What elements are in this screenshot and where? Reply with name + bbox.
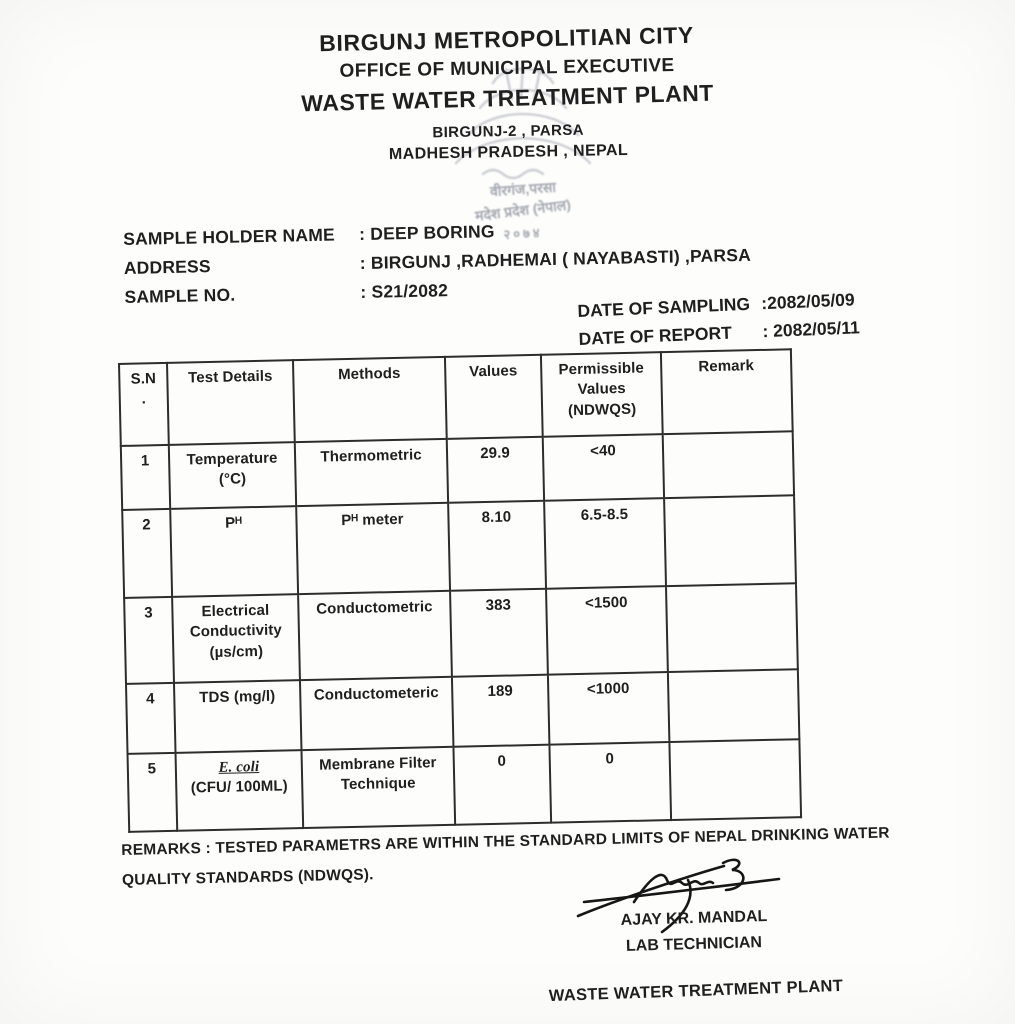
cell-value: 8.10 <box>448 501 546 591</box>
cell-test-details: E. coli (CFU/ 100ML) <box>176 750 304 831</box>
cell-sn: 1 <box>121 445 170 510</box>
date-report-label: DATE OF REPORT <box>578 322 733 349</box>
remarks-line-2: QUALITY STANDARDS (NDWQS). <box>121 866 374 889</box>
cell-remark <box>663 431 794 498</box>
cell-value: 383 <box>450 589 548 677</box>
cell-permissible: 6.5-8.5 <box>544 498 666 589</box>
plant-name: WASTE WATER TREATMENT PLANT <box>300 79 715 117</box>
cell-remark <box>668 669 799 742</box>
sample-address-value: : BIRGUNJ ,RADHEMAI ( NAYABASTI) ,PARSA <box>359 244 752 274</box>
cell-method: Pᴴ meter <box>296 503 450 594</box>
cell-sn: 3 <box>124 597 174 684</box>
column-header-methods: Methods <box>293 357 447 442</box>
org-region: MADHESH PRADESH , NEPAL <box>388 141 629 164</box>
cell-permissible: <1500 <box>546 586 668 675</box>
results-table-wrapper <box>118 348 802 833</box>
results-table <box>118 348 802 833</box>
letterhead <box>0 17 1015 171</box>
cell-permissible: <1000 <box>548 672 669 745</box>
report-dates <box>577 288 860 356</box>
cell-test-details: TDS (mg/l) <box>174 680 301 753</box>
column-header-permissible: Permissible Values (NDWQS) <box>541 352 663 437</box>
table-row <box>128 739 802 832</box>
remarks-line-1: REMARKS : TESTED PARAMETRS ARE WITHIN THE STANDARD LIMITS OF NEPAL DRINKING WATER <box>121 824 890 859</box>
sample-no-value: : S21/2082 <box>360 280 449 303</box>
column-header-test-details: Test Details <box>167 360 295 445</box>
cell-test-details: Pᴴ <box>170 506 298 597</box>
date-sampling-value: :2082/05/09 <box>760 289 856 314</box>
table-row <box>122 495 796 598</box>
cell-method: Thermometric <box>295 439 448 506</box>
footer-plant-name: WASTE WATER TREATMENT PLANT <box>548 976 844 1006</box>
cell-value: 0 <box>453 745 551 825</box>
cell-test-details: Temperature (°C) <box>169 442 296 509</box>
cell-test-details: Electrical Conductivity (µs/cm) <box>172 594 300 683</box>
table-header-row <box>119 349 793 446</box>
stamp-text-line: मदेश प्रदेश (नेपाल) <box>474 196 572 224</box>
cell-method: Membrane Filter Technique <box>301 747 455 828</box>
office-name: OFFICE OF MUNICIPAL EXECUTIVE <box>339 55 675 82</box>
cell-remark <box>664 495 796 586</box>
date-sampling-label: DATE OF SAMPLING <box>577 293 751 321</box>
date-report-value: : 2082/05/11 <box>762 317 861 342</box>
table-row <box>124 583 798 684</box>
stamp-text-line: २०७४ <box>503 224 543 243</box>
date-report-row <box>578 316 860 351</box>
sample-holder-value: : DEEP BORING <box>358 221 495 245</box>
cell-method: Conductometeric <box>300 677 453 750</box>
column-header-sn: S.N . <box>119 363 169 446</box>
cell-sn: 5 <box>128 753 178 832</box>
org-address: BIRGUNJ-2 , PARSA <box>432 121 585 142</box>
cell-sn: 4 <box>126 683 176 754</box>
cell-method: Conductometric <box>298 591 452 680</box>
column-header-values: Values <box>445 355 543 439</box>
technician-title: LAB TECHNICIAN <box>625 934 763 955</box>
cell-value: 29.9 <box>447 437 544 503</box>
sample-address-label: ADDRESS <box>123 256 212 278</box>
cell-remark <box>666 583 798 672</box>
cell-permissible: <40 <box>543 434 664 501</box>
sample-holder-label: SAMPLE HOLDER NAME <box>123 224 336 249</box>
sample-no-label: SAMPLE NO. <box>124 284 236 307</box>
cell-permissible: 0 <box>549 742 671 823</box>
org-name: BIRGUNJ METROPOLITIAN CITY <box>318 21 695 57</box>
cell-sn: 2 <box>122 509 172 598</box>
cell-value: 189 <box>452 675 550 747</box>
column-header-remark: Remark <box>661 349 793 434</box>
cell-remark <box>669 739 801 820</box>
technician-name: AJAY KR. MANDAL <box>620 907 768 930</box>
stamp-text-line: वीरगंज,परसा <box>489 178 557 200</box>
